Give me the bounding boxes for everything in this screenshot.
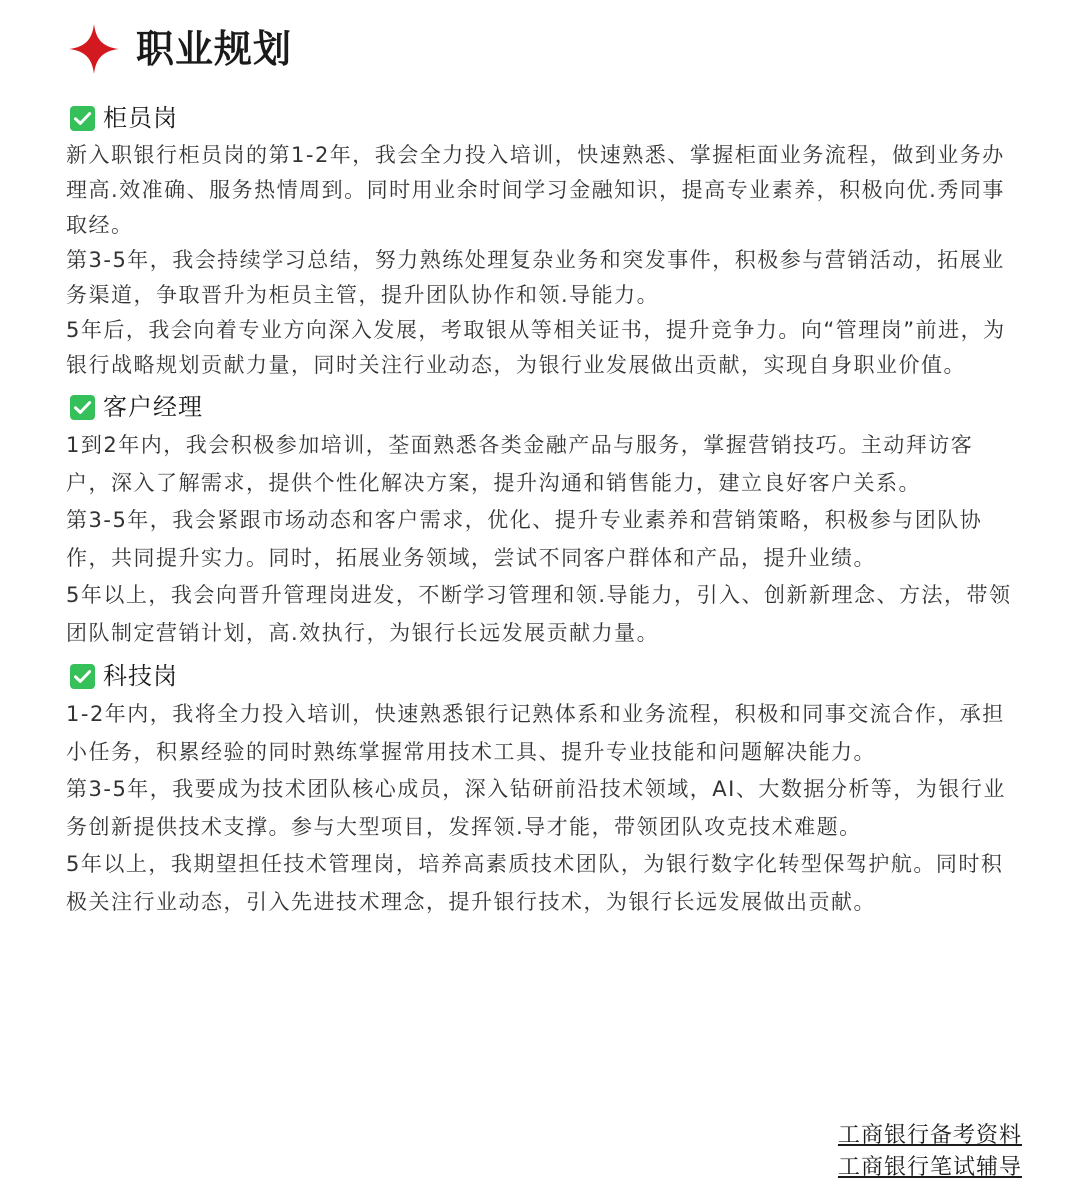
paragraph: 1到2年内，我会积极参加培训，荃面熟悉各类金融产品与服务，掌握营销技巧。主动拜访客户，深入了解需求，提供个性化解决方案，提升沟通和销售能力，建立良好客户关系。 [66,433,974,495]
paragraph: 5年以上，我期望担任技术管理岗，培养高素质技术团队，为银行数字化转型保驾护航。同时积极关注行业动态，引入先进技术理念，提升银行技术，为银行长远发展做出贡献。 [66,852,1004,914]
check-mark-icon [70,395,95,420]
content [66,94,1016,921]
section-title: 科技岗 [103,662,178,690]
four-point-star-icon [68,23,120,75]
section-title: 柜员岗 [103,104,178,132]
check-mark-icon [70,106,95,131]
footer-links [838,1120,1022,1184]
paragraph: 5年以上，我会向晋升管理岗进发，不断学习管理和领.导能力，引入、创新新理念、方法，带领团队制定营销计划，高.效执行，为银行长远发展贡献力量。 [66,583,1012,645]
section-teller [66,98,1016,383]
section-heading [66,656,1016,696]
section-tech [66,656,1016,921]
page-header [68,22,292,76]
paragraph: 新入职银行柜员岗的第1-2年，我会全力投入培训，快速熟悉、掌握柜面业务流程，做到业务办理高.效准确、服务热情周到。同时用业余时间学习金融知识，提高专业素养，积极向优.秀同事取经。 [66,143,1005,237]
section-title: 客户经理 [103,393,203,421]
footer-link-exam-materials[interactable]: 工商银行备考资料 [837,1123,1022,1148]
paragraph: 1-2年内，我将全力投入培训，快速熟悉银行记熟体系和业务流程，积极和同事交流合作，承担小任务，积累经验的同时熟练掌握常用技术工具、提升专业技能和问题解决能力。 [66,702,1005,764]
section-heading [66,387,1016,427]
page-title: 职业规划 [136,27,293,71]
paragraph: 第3-5年，我会紧跟市场动态和客户需求，优化、提升专业素养和营销策略，积极参与团队协作，共同提升实力。同时，拓展业务领域，尝试不同客户群体和产品，提升业绩。 [66,508,983,570]
paragraph: 5年后，我会向着专业方向深入发展，考取银从等相关证书，提升竞争力。向“管理岗”前进，为银行战略规划贡献力量，同时关注行业动态，为银行业发展做出贡献，实现自身职业价值。 [66,318,1006,377]
section-heading [66,98,1016,138]
footer-link-written-test-coaching[interactable]: 工商银行笔试辅导 [837,1155,1022,1180]
paragraph: 第3-5年，我会持续学习总结，努力熟练处理复杂业务和突发事件，积极参与营销活动，拓展业务渠道，争取晋升为柜员主管，提升团队协作和领.导能力。 [66,248,1005,307]
paragraph: 第3-5年，我要成为技术团队核心成员，深入钻研前沿技术领域，AI、大数据分析等，为银行业务创新提供技术支撑。参与大型项目，发挥领.导才能，带领团队攻克技术难题。 [66,777,1006,839]
section-account-manager [66,387,1016,652]
check-mark-icon [70,664,95,689]
